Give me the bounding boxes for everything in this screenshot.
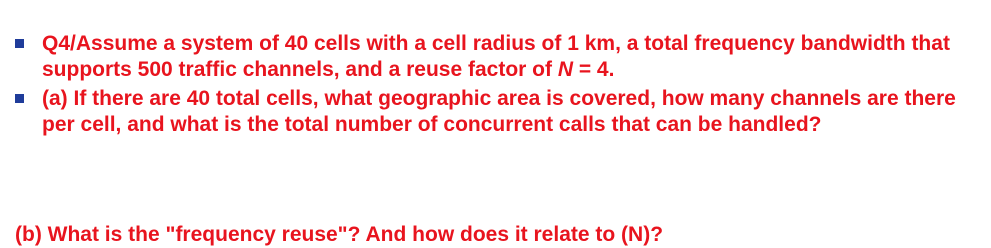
cutoff-question-line	[15, 223, 775, 246]
question-a-text: (a) If there are 40 total cells, what geographic area is covered, how many channels are there per cell, and what is the total number of concurrent calls that can be handled?	[42, 87, 956, 136]
q4-text-start: Q4/Assume a system of 40 cells with a cell radius of 1 km, a total frequency bandwidth that supports 500 traffic channels, and a reuse factor of	[42, 32, 950, 81]
square-bullet-icon	[15, 39, 24, 48]
question-list	[15, 31, 980, 141]
question-bullet-a	[15, 86, 980, 138]
q4-reuse-variable: N	[557, 58, 573, 81]
question-bullet-q4	[15, 31, 980, 83]
question-b-text: (b) What is the "frequency reuse"? And how does it relate to (N)?	[15, 223, 664, 246]
square-bullet-icon	[15, 94, 24, 103]
q4-text-end: = 4.	[572, 58, 615, 81]
